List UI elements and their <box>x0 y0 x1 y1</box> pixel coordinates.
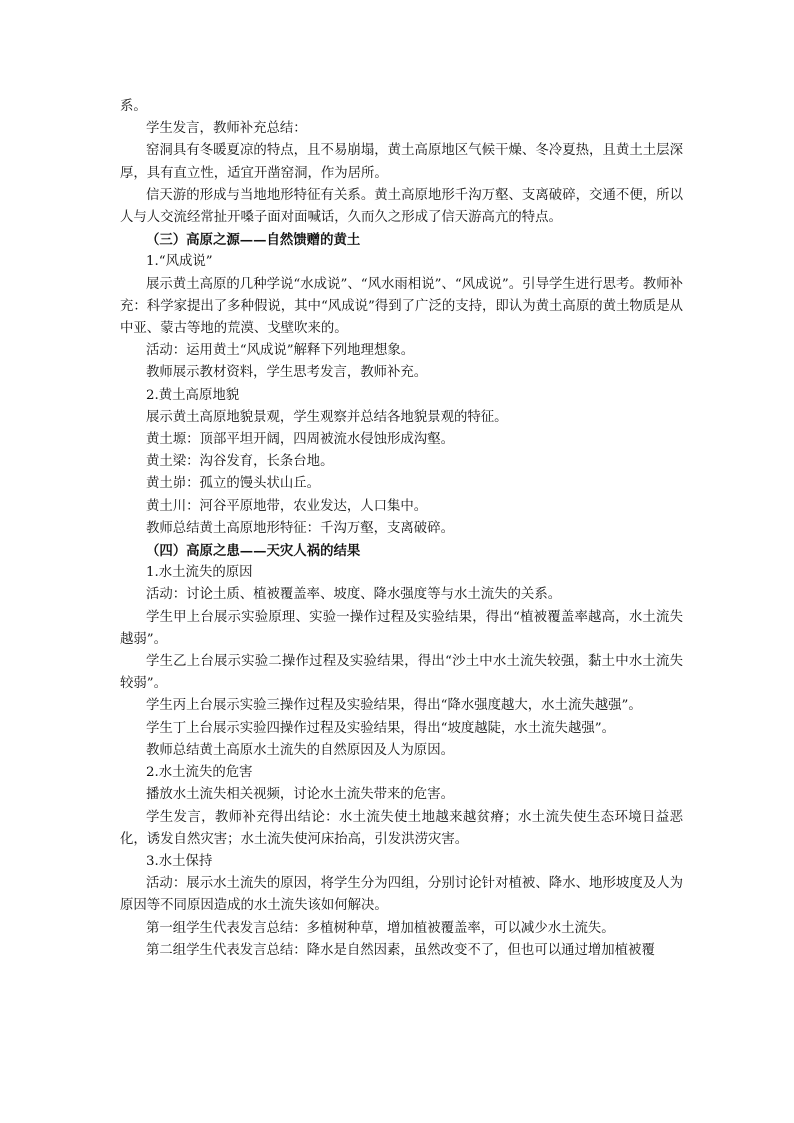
paragraph: 活动：讨论土质、植被覆盖率、坡度、降水强度等与水土流失的关系。 <box>146 587 562 603</box>
paragraph: 教师展示教材资料，学生思考发言，教师补充。 <box>146 365 428 381</box>
section-heading: （三）高原之源——自然馈赠的黄土 <box>146 232 361 249</box>
paragraph: 播放水土流失相关视频，讨论水土流失带来的危害。 <box>146 787 454 803</box>
paragraph: 第一组学生代表发言总结：多植树种草，增加植被覆盖率，可以减少水土流失。 <box>146 920 615 936</box>
paragraph: 黄土梁：沟谷发育，长条台地。 <box>146 454 334 470</box>
paragraph: 2.黄土高原地貌 <box>146 387 240 403</box>
paragraph: 学生发言，教师补充总结： <box>146 121 307 137</box>
paragraph: 3.水土保持 <box>146 853 213 869</box>
paragraph: 教师总结黄土高原地形特征：千沟万壑，支离破碎。 <box>146 520 454 536</box>
paragraph: 1.“风成说” <box>146 254 213 270</box>
paragraph: 第二组学生代表发言总结：降水是自然因素，虽然改变不了，但也可以通过增加植被覆 <box>146 942 655 958</box>
paragraph: 黄土川：河谷平原地带，农业发达，人口集中。 <box>146 498 428 514</box>
paragraph: 信天游的形成与当地地形特征有关系。黄土高原地形千沟万壑、支离破碎，交通不便，所以人与人交流经常扯开嗓子面对面喊话，久而久之形成了信天游高亢的特点。 <box>120 187 683 226</box>
paragraph: 活动：运用黄土“风成说”解释下列地理想象。 <box>146 343 415 359</box>
paragraph: 窑洞具有冬暖夏凉的特点，且不易崩塌，黄土高原地区气候干燥、冬冷夏热，且黄土土层深厚，具有直立性，适宜开凿窑洞，作为居所。 <box>120 143 683 181</box>
paragraph: 学生发言，教师补充得出结论：水土流失使土地越来越贫瘠；水土流失使生态环境日益恶化，诱发自然灾害；水土流失使河床抬高，引发洪涝灾害。 <box>120 809 683 847</box>
paragraph: 展示黄土高原的几种学说“水成说”、“风水雨相说”、“风成说”。引导学生进行思考。教师补充：科学家提出了多种假说，其中“风成说”得到了广泛的支持，即认为黄土高原的黄土物质是从中亚、蒙古等地的荒漠、戈壁吹来的。 <box>120 276 683 337</box>
paragraph: 学生丙上台展示实验三操作过程及实验结果，得出“降水强度越大，水土流失越强”。 <box>146 698 642 714</box>
paragraph: 活动：展示水土流失的原因，将学生分为四组，分别讨论针对植被、降水、地形坡度及人为原因等不同原因造成的水土流失该如何解决。 <box>120 876 683 914</box>
paragraph: 学生丁上台展示实验四操作过程及实验结果，得出“坡度越陡，水土流失越强”。 <box>146 720 615 736</box>
paragraph: 黄土峁：孤立的馒头状山丘。 <box>146 476 321 492</box>
section-heading: （四）高原之患——天灾人祸的结果 <box>146 543 361 560</box>
paragraph: 学生乙上台展示实验二操作过程及实验结果，得出“沙土中水土流失较强，黏土中水土流失较弱”。 <box>120 654 683 692</box>
paragraph: 学生甲上台展示实验原理、实验一操作过程及实验结果，得出“植被覆盖率越高，水土流失越弱”。 <box>120 609 683 647</box>
paragraph: 展示黄土高原地貌景观，学生观察并总结各地貌景观的特征。 <box>146 409 508 425</box>
paragraph: 系。 <box>120 99 147 114</box>
paragraph: 1.水土流失的原因 <box>146 565 253 581</box>
paragraph: 教师总结黄土高原水土流失的自然原因及人为原因。 <box>146 742 454 758</box>
paragraph: 2.水土流失的危害 <box>146 765 253 781</box>
document-body <box>120 96 683 962</box>
paragraph: 黄土塬：顶部平坦开阔，四周被流水侵蚀形成沟壑。 <box>146 432 454 448</box>
